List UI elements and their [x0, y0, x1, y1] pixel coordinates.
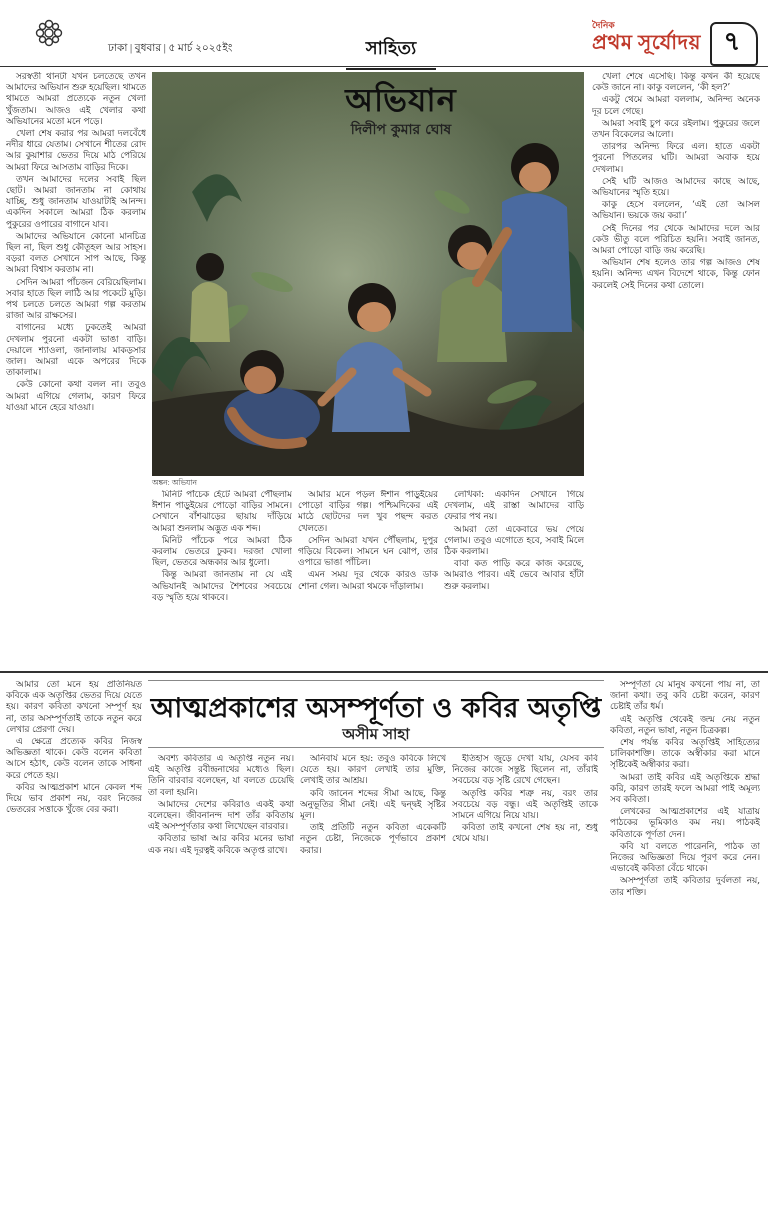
paragraph: কবিতার ভাষা আর কবির মনের ভাষা এক নয়। এই দূরত্বই কবিকে অতৃপ্ত রাখে।: [148, 834, 294, 856]
paragraph: সম্পূর্ণতা যে মানুষ কখনো পায় না, তা জানা কথা। তবু কবি চেষ্টা করেন, কারণ চেষ্টাই তাঁর ধর্ম।: [610, 680, 760, 713]
paragraph: আমরা তাই কবির এই অতৃপ্তিকে শ্রদ্ধা করি, কারণ তারই ফলে আমরা পাই অমূল্য সব কবিতা।: [610, 772, 760, 806]
story1-column-4: [444, 490, 584, 662]
paragraph: লেখকের আত্মপ্রকাশের এই যাত্রায় পাঠকের ভূমিকাও কম নয়। পাঠকই কবিতাকে পূর্ণতা দেন।: [610, 807, 760, 840]
story2-column-2: [148, 754, 294, 1200]
paragraph: আমাদের অভিযানে কোনো মানচিত্র ছিল না, ছিল শুধু কৌতূহল আর সাহস। বড়রা বলত সেখানে সাপ আছে, কিন্তু আমরা বিশ্বাস করতাম না।: [6, 231, 146, 276]
story1-column-3: [298, 490, 438, 662]
paragraph: অসম্পূর্ণতা তাই কবিতার দুর্বলতা নয়, তার শক্তি।: [610, 876, 760, 898]
paragraph: আমার মনে পড়ল ঈশান পাড়ুইয়ের পোড়ো বাড়ির গল্প। পশ্চিমদিকের এই মাঠে ছোটদের দল খুব পছন্দ করত খেলতে।: [298, 490, 438, 534]
story2-column-3: [300, 754, 446, 1200]
story2-byline: অসীম সাহা: [342, 725, 410, 743]
story1-title: অভিযান: [345, 81, 457, 119]
paragraph: মিনিট পাঁচেক হেঁটে আমরা পৌঁছলাম ঈশান পাড়ুইয়ের পোড়ো বাড়ির সামনে। সেখানে বাঁশঝাড়ের ছায়ায় দাঁড়িয়ে আমরা শুনলাম অদ্ভুত এক শব্দ।: [152, 490, 292, 534]
dateline: ঢাকা | বুধবার | ৫ মার্চ ২০২৫ইং: [108, 43, 233, 54]
story2-column-6: [610, 680, 760, 1200]
paragraph: কবিতা তাই কখনো শেষ হয় না, শুধু থেমে যায়।: [452, 823, 598, 845]
paragraph: সেই দিনের পর থেকে আমাদের দলে আর কেউ ভীতু বলে পরিচিত হয়নি। সবাই জানত, আমরা পোড়ো বাড়ি জয় করেছি।: [592, 223, 760, 257]
newspaper-logo: প্রথম সূর্যোদয়: [592, 32, 701, 54]
paragraph: সেদিন আমরা যখন পৌঁছলাম, দুপুর গড়িয়ে বিকেল। সামনে ঘন ঝোপ, তার ওপারে ভাঙা পাঁচিল।: [298, 535, 438, 569]
story1-byline: দিলীপ কুমার ঘোষ: [350, 122, 452, 138]
paragraph: তখন আমাদের দলের সবাই ছিল ছোট। আমরা জানতাম না কোথায় যাচ্ছি, শুধু জানতাম যাওয়াটাই আনন্দ। একদিন সকালে আমরা ঠিক করলাম পুকুরের ওপারের বাগানে যাব।: [6, 174, 146, 230]
paragraph: একটু থেমে আমরা বললাম, অনিন্দ্য অনেক দূর চলে গেছে।: [592, 95, 760, 117]
story1-column-5: [592, 72, 760, 662]
paragraph: বাবা কত পাড়ি করে কাজ করেছে, আমরাও পারব। এই ভেবে আবার হাঁটা শুরু করলাম।: [444, 559, 584, 592]
paragraph: বাগানের মধ্যে ঢুকতেই আমরা দেখলাম পুরনো একটা ভাঙা বাড়ি। দেয়ালে শ্যাওলা, জানালায় মাকড়সার জাল। আমরা একে অপরের দিকে তাকালাম।: [6, 323, 146, 379]
story2-column-4: [452, 754, 598, 1200]
paragraph: অনিবার্য মনে হয়: তবুও কবিকে লিখে যেতে হয়। কারণ লেখাই তার মুক্তি, লেখাই তার আশ্রয়।: [300, 754, 446, 787]
paragraph: আমরা তো একেবারে ভয় পেয়ে গেলাম। তবুও এগোতে হবে, সবাই মিলে ঠিক করলাম।: [444, 524, 584, 558]
story2-column-1: [6, 680, 142, 1200]
paragraph: তাই প্রতিটি নতুন কবিতা একেকটি নতুন চেষ্টা, নিজেকে পূর্ণভাবে প্রকাশ করার।: [300, 823, 446, 856]
paragraph: খেলা শেষ করার পর আমরা দলবেঁধে নদীর ধারে যেতাম। সেখানে শীতের রোদ আর কুয়াশার ভেতর দিয়ে মাঠ পেরিয়ে আমরা ফিরে আসতাম বাড়ির দিকে।: [6, 129, 146, 173]
story2-title: আত্মপ্রকাশের অসম্পূর্ণতা ও কবির অতৃপ্তি: [150, 693, 602, 724]
paragraph: কবির আত্মপ্রকাশ মানে কেবল শব্দ দিয়ে ভাব প্রকাশ নয়, বরং নিজের ভেতরের সত্তাকে খুঁজে বের করা।: [6, 782, 142, 816]
paragraph: অভিযান শেষ হলেও তার গল্প আজও শেষ হয়নি। অনিন্দ্য এখন বিদেশে থাকে, কিন্তু ফোন করলেই সেই দিনের কথা তোলে।: [592, 258, 760, 291]
paragraph: আমরা সবাই চুপ করে রইলাম। পুকুরের জলে তখন বিকেলের আলো।: [592, 118, 760, 141]
page-number: ৭: [723, 27, 741, 57]
paragraph: এ ক্ষেত্রে প্রত্যেক কবির নিজস্ব অভিজ্ঞতা থাকে। কেউ বলেন কবিতা আসে হঠাৎ, কেউ বলেন তাকে সাধনা করে পেতে হয়।: [6, 737, 142, 781]
section-divider: [0, 671, 768, 673]
paragraph: লেখিকা: একদিন সেখানে গিয়ে দেখলাম, এই রাস্তা আমাদের বাড়ি ফেরার পথ নয়।: [444, 490, 584, 523]
paragraph: কিন্তু আমরা জানতাম না যে এই অভিযানই আমাদের শৈশবের সবচেয়ে বড় স্মৃতি হয়ে থাকবে।: [152, 570, 292, 603]
paragraph: অতৃপ্তি কবির শত্রু নয়, বরং তার সবচেয়ে বড় বন্ধু। এই অতৃপ্তিই তাকে সামনে এগিয়ে নিয়ে যায়।: [452, 788, 598, 822]
paragraph: এমন সময় দূর থেকে কারও ডাক শোনা গেল। আমরা থমকে দাঁড়ালাম।: [298, 570, 438, 592]
paragraph: এই অতৃপ্তি থেকেই জন্ম নেয় নতুন কবিতা, নতুন ভাষা, নতুন চিত্রকল্প।: [610, 714, 760, 736]
paragraph: সরস্বতী থানটা যখন চলতেছে তখন আমাদের অভিযান শুরু হয়েছিল। থামতে থামতে আমরা প্রত্যেকে নতুন খেলা খুঁজতাম। আজও এই খেলার কথা অভিযানের মতো মনে পড়ে।: [6, 72, 146, 127]
story1-column-2: [152, 490, 292, 662]
image-caption: অঙ্কন: অভিযান: [152, 478, 198, 487]
paragraph: আমার তো মনে হয় প্রতিনিয়ত কবিকে এক অতৃপ্তির ভেতর দিয়ে যেতে হয়। কারণ কবিতা কখনো সম্পূর্ণ হয় না, তার অসম্পূর্ণতাই তাকে নতুন করে লেখার প্রেরণা দেয়।: [6, 680, 142, 735]
paragraph: মিনিট পাঁচেক পরে আমরা ঠিক করলাম ভেতরে ঢুকব। দরজা খোলা ছিল, ভেতরে অন্ধকার আর ধুলো।: [152, 535, 292, 569]
logo-prefix: দৈনিক: [592, 20, 615, 30]
paragraph: সেই ঘটি আজও আমাদের কাছে আছে, অভিযানের স্মৃতি হয়ে।: [592, 176, 760, 199]
paragraph: ইতিহাস জুড়ে দেখা যায়, যেসব কবি নিজের কাজে সন্তুষ্ট ছিলেন না, তাঁরাই সবচেয়ে বড় সৃষ্টি রেখে গেছেন।: [452, 754, 598, 787]
story1-column-1: [6, 72, 146, 662]
flower-ornament-icon: [34, 18, 64, 48]
paragraph: কবি যা বলতে পারেননি, পাঠক তা নিজের অভিজ্ঞতা দিয়ে পূরণ করে নেন। এভাবেই কবিতা বেঁচে থাকে।: [610, 841, 760, 875]
paragraph: কাকু হেসে বললেন, ‘এই তো আসল অভিযান। ভয়কে জয় করা।’: [592, 200, 760, 222]
paragraph: কবি জানেন শব্দের সীমা আছে, কিন্তু অনুভূতির সীমা নেই। এই দ্বন্দ্বই সৃষ্টির মূল।: [300, 788, 446, 822]
paragraph: অবশ্য কবিতার এ অতৃপ্তি নতুন নয়। এই অতৃপ্তি রবীন্দ্রনাথের মধ্যেও ছিল। তিনি বারবার বলেছেন, যা বলতে চেয়েছি তা বলা হয়নি।: [148, 754, 294, 798]
paragraph: কেউ কোনো কথা বলল না। তবুও আমরা এগিয়ে গেলাম, কারণ ফিরে যাওয়া মানে হেরে যাওয়া।: [6, 380, 146, 413]
paragraph: খেলা শেষে এসেছি। কিন্তু কখন কী হয়েছে কেউ জানে না। কাকু বললেন, ‘কী হল?’: [592, 72, 760, 94]
section-title: সাহিত্য: [346, 34, 436, 70]
paragraph: আমাদের দেশের কবিরাও একই কথা বলেছেন। জীবনানন্দ দাশ তাঁর কবিতায় এই অসম্পূর্ণতার কথা লিখেছেন বারবার।: [148, 799, 294, 833]
paragraph: তারপর অনিন্দ্য ফিরে এল। হাতে একটা পুরনো পিতলের ঘটি। আমরা অবাক হয়ে দেখলাম।: [592, 142, 760, 175]
paragraph: শেষ পর্যন্ত কবির অতৃপ্তিই সাহিত্যের চালিকাশক্তি। তাকে অস্বীকার করা মানে সৃষ্টিকেই অস্বীকার করা।: [610, 738, 760, 771]
paragraph: সেদিন আমরা পাঁচজন বেরিয়েছিলাম। সবার হাতে ছিল লাঠি আর পকেটে মুড়ি। পথ চলতে চলতে আমরা গল্প করতাম রাজা আর রাক্ষসের।: [6, 277, 146, 322]
